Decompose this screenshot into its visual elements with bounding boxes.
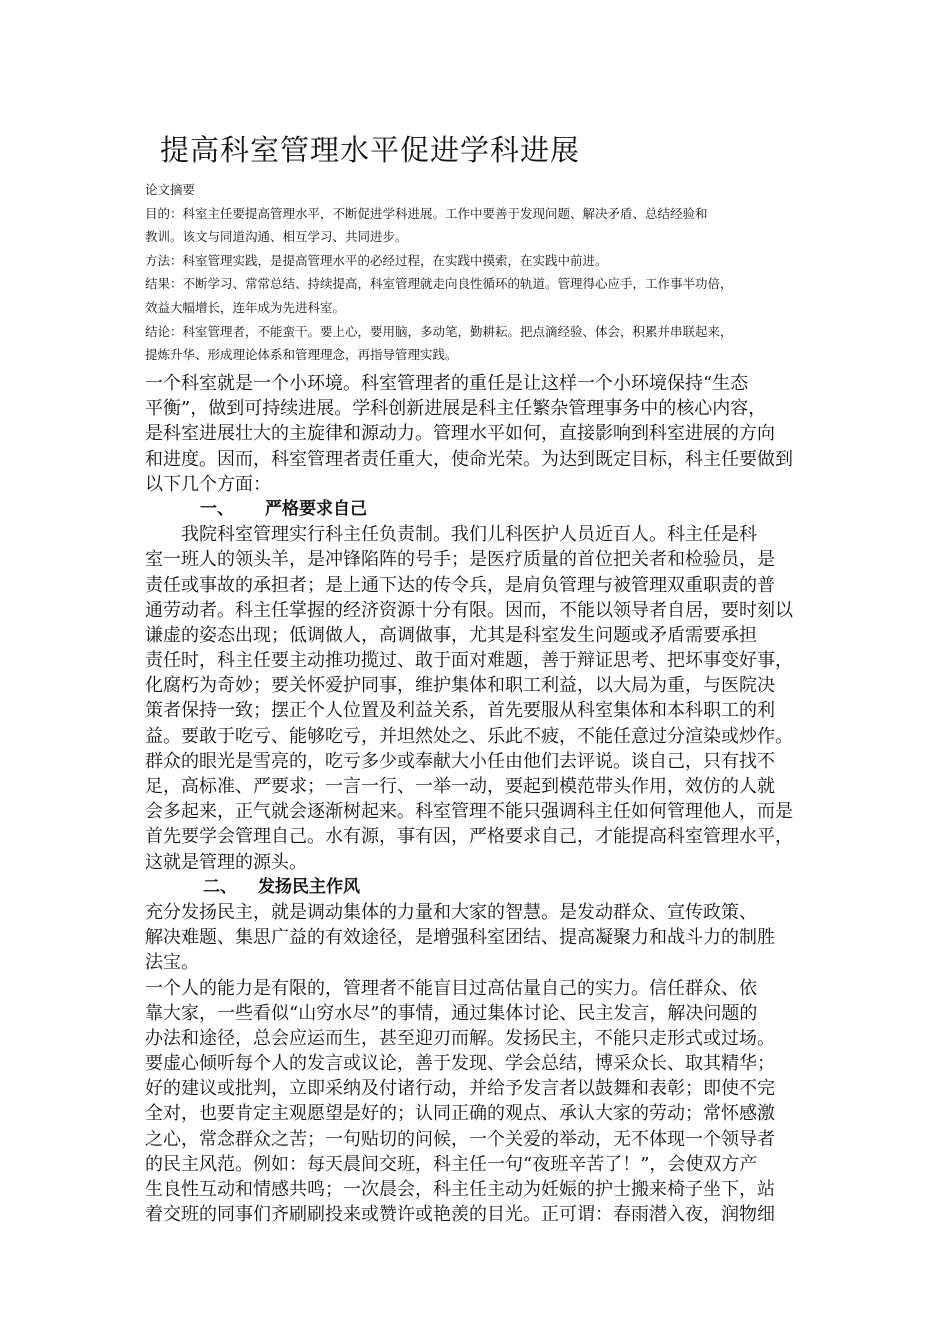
section-title: 严格要求自己 <box>265 498 367 519</box>
section1-line: 足，高标准、严要求；一言一行、一举一动，要起到模范带头作用，效仿的人就 <box>145 776 775 797</box>
intro-line: 以下几个方面： <box>145 473 271 495</box>
document-title: 提高科室管理水平促进学科进展 <box>160 133 581 167</box>
abstract-line: 结果：不断学习、常常总结、持续提高，科室管理就走向良性循环的轨道。管理得心应手，工作事半功倍， <box>145 276 733 292</box>
section2-line: 解决难题、集思广益的有效途径，是增强科室团结、提高凝聚力和战斗力的制胜 <box>145 927 775 949</box>
section2-line: 一个人的能力是有限的，管理者不能盲目过高估量自己的实力。信任群众、依 <box>145 977 757 999</box>
abstract-heading: 论文摘要 <box>145 182 196 197</box>
section1-line: 首先要学会管理自己。水有源，事有因，严格要求自己，才能提高科室管理水平， <box>145 826 793 848</box>
section2-line: 充分发扬民主，就是调动集体的力量和大家的智慧。是发动群众、宣传政策、 <box>145 901 757 923</box>
abstract-line: 目的：科室主任要提高管理水平，不断促进学科进展。工作中要善于发现问题、解决矛盾、总结经验和 <box>145 205 708 221</box>
intro-line: 是科室进展壮大的主旋律和源动力。管理水平如何，直接影响到科室进展的方向 <box>145 423 775 445</box>
section2-line: 全对，也要肯定主观愿望是好的；认同正确的观点、承认大家的劳动；常怀感激 <box>145 1103 775 1125</box>
section2-line: 着交班的同事们齐刷刷投来或赞许或艳羡的目光。正可谓：春雨潜入夜，润物细 <box>145 1204 775 1226</box>
section1-line: 会多起来，正气就会逐渐树起来。科室管理不能只强调科主任如何管理他人，而是 <box>145 801 793 823</box>
section1-line: 策者保持一致；摆正个人位置及利益关系，首先要服从科室集体和本科职工的利 <box>145 700 775 722</box>
intro-line: 一个科室就是一个小环境。科室管理者的重任是让这样一个小环境保持“生态 <box>145 373 749 394</box>
abstract-block <box>145 178 805 367</box>
abstract-line: 效益大幅增长，连年成为先进科室。 <box>145 299 346 315</box>
section2-line: 法宝。 <box>145 952 199 974</box>
intro-line: 和进度。因而，科室管理者责任重大，使命光荣。为达到既定目标，科主任要做到 <box>145 448 793 470</box>
section2-line: 之心，常念群众之苦；一句贴切的问候，一个关爱的举动，无不体现一个领导者 <box>145 1128 775 1150</box>
section1-line: 谦虚的姿态出现；低调做人，高调做事，尤其是科室发生问题或矛盾需要承担 <box>145 624 757 646</box>
section1-line: 通劳动者。科主任掌握的经济资源十分有限。因而，不能以领导者自居，要时刻以 <box>145 599 793 621</box>
section2-line: 靠大家，一些看似“山穷水尽”的事情，通过集体讨论、民主发言，解决问题的 <box>145 1002 758 1024</box>
section-number: 二、 <box>203 876 237 897</box>
section1-line: 室一班人的领头羊，是冲锋陷阵的号手；是医疗质量的首位把关者和检验员，是 <box>145 549 775 571</box>
section1-line: 我院科室管理实行科主任负责制。我们儿科医护人员近百人。科主任是科 <box>181 524 757 546</box>
abstract-line: 教训。该文与同道沟通、相互学习、共同进步。 <box>145 229 408 245</box>
section1-line: 责任或事故的承担者；是上通下达的传令兵，是肩负管理与被管理双重职责的普 <box>145 574 775 596</box>
section1-line: 益。要敢于吃亏、能够吃亏，并坦然处之、乐此不疲，不能任意过分渲染或炒作。 <box>145 725 793 747</box>
section1-line: 责任时，科主任要主动推功揽过、敢于面对难题，善于辩证思考、把坏事变好事， <box>145 650 793 672</box>
abstract-line: 提炼升华、形成理论体系和管理理念，再指导管理实践。 <box>145 347 458 363</box>
section-title: 发扬民主作风 <box>258 876 360 897</box>
abstract-line: 方法：科室管理实践，是提高管理水平的必经过程，在实践中摸索，在实践中前进。 <box>145 252 608 268</box>
section1-line: 群众的眼光是雪亮的，吃亏多少或奉献大小任由他们去评说。谈自己，只有找不 <box>145 750 775 772</box>
section2-line: 要虚心倾听每个人的发言或议论，善于发现、学会总结，博采众长、取其精华； <box>145 1053 775 1075</box>
section-heading-1 <box>145 497 825 522</box>
section-number: 一、 <box>200 498 234 519</box>
section2-line: 的民主风范。例如：每天晨间交班，科主任一句“夜班辛苦了！”，会使双方产 <box>145 1153 758 1175</box>
section1-line: 这就是管理的源头。 <box>145 851 307 873</box>
section2-line: 好的建议或批判，立即采纳及付诸行动，并给予发言者以鼓舞和表彰；即使不完 <box>145 1078 775 1100</box>
body-text <box>145 371 825 1227</box>
section1-line: 化腐朽为奇妙；要关怀爱护同事，维护集体和职工利益，以大局为重，与医院决 <box>145 675 775 697</box>
section2-line: 生良性互动和情感共鸣；一次晨会，科主任主动为妊娠的护士搬来椅子坐下，站 <box>145 1179 775 1200</box>
section-heading-2 <box>145 875 825 900</box>
section2-line: 办法和途径，总会应运而生，甚至迎刃而解。发扬民主，不能只走形式或过场。 <box>145 1027 775 1049</box>
intro-line: 平衡”，做到可持续进展。学科创新进展是科主任繁杂管理事务中的核心内容， <box>145 398 767 420</box>
abstract-line: 结论：科室管理者，不能蛮干。要上心，要用脑，多动笔，勤耕耘。把点滴经验、体会，积累并串联起来， <box>145 323 733 339</box>
